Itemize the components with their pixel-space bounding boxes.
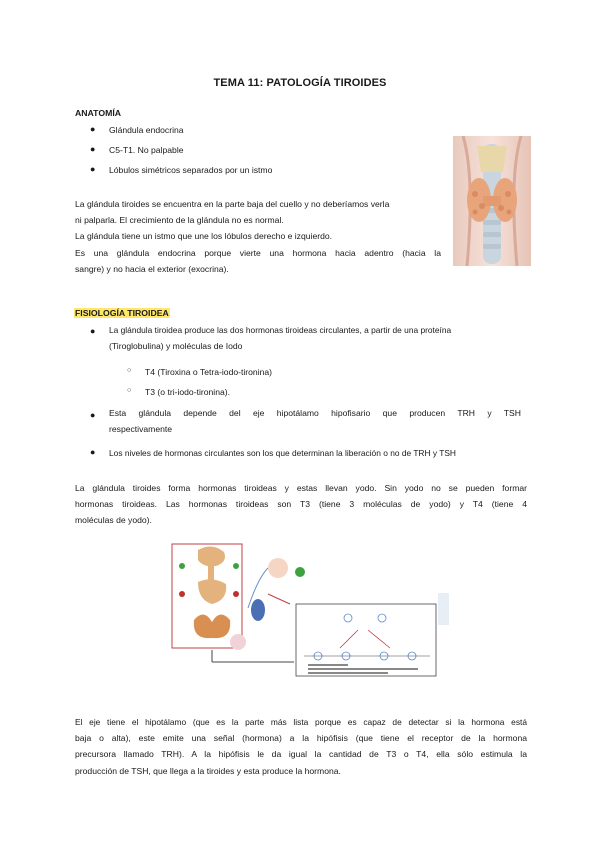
sub-bullet-icon: ○ — [127, 367, 132, 374]
sub-bullet-icon: ○ — [127, 387, 132, 394]
list-item: Esta glándula depende del eje hipotálamo hipofisario que producen TRH y TSH respectivamente — [109, 408, 521, 435]
paragraph-hormonas: La glándula tiroides forma hormonas tiroideas y estas llevan yodo. Sin yodo no se pueden formar hormonas tiroideas. Las hormonas tiroideas son T3 (tiene 3 moléculas de yodo) y T4 (tiene 4 moléculas de yodo). — [75, 483, 527, 526]
list-item: Glándula endocrina — [109, 125, 184, 135]
bullet-icon: ● — [90, 124, 96, 134]
list-item: C5-T1. No palpable — [109, 145, 184, 155]
paragraph-eje: El eje tiene el hipotálamo (que es la parte más lista porque es capaz de detectar si la hormona está baja o alta), este emite una señal (hormona) a la hipófisis (que tiene el receptor de la hormona precursora llamado TRH). A la hipófisis le da igual la cantidad de T3 o T4, ella sólo estimula la producción de TSH, que llega a la tiroides y esta produce la hormona. — [75, 717, 527, 776]
paragraph-anatomia: La glándula tiroides se encuentra en la parte baja del cuello y no deberíamos verla ni palparla. El crecimiento de la glándula no es normal. La glándula tiene un istmo que une los lóbulos derecho e izquierdo. Es una glándula endocrina porque vierte una hormona hacia adentro (hacia la sangre) y no hacia el exterior (exocrina). — [75, 199, 441, 274]
bullet-icon: ● — [90, 326, 96, 336]
list-item: T4 (Tiroxina o Tetra-iodo-tironina) — [145, 367, 273, 377]
thyroid-axis-diagram — [168, 538, 438, 678]
page-title: TEMA 11: PATOLOGÍA TIROIDES — [213, 77, 387, 89]
list-item: T3 (o tri-iodo-tironina). — [145, 387, 231, 397]
thyroid-anatomy-image — [453, 136, 531, 266]
bullet-icon: ● — [90, 410, 96, 420]
bullet-icon: ● — [90, 447, 96, 457]
bullet-icon: ● — [90, 164, 96, 174]
list-item: La glándula tiroidea produce las dos hormonas tiroideas circulantes, a partir de una proteína (Tiroglobulina) y moléculas de Iodo — [109, 325, 452, 352]
list-item: Los niveles de hormonas circulantes son los que determinan la liberación o no de TRH y TSH — [109, 448, 456, 458]
list-item: Lóbulos simétricos separados por un istmo — [109, 165, 273, 175]
section-heading-fisiologia: FISIOLOGÍA TIROIDEA — [75, 308, 169, 318]
section-heading-anatomia: ANATOMÍA — [75, 108, 122, 118]
bullet-icon: ● — [90, 144, 96, 154]
